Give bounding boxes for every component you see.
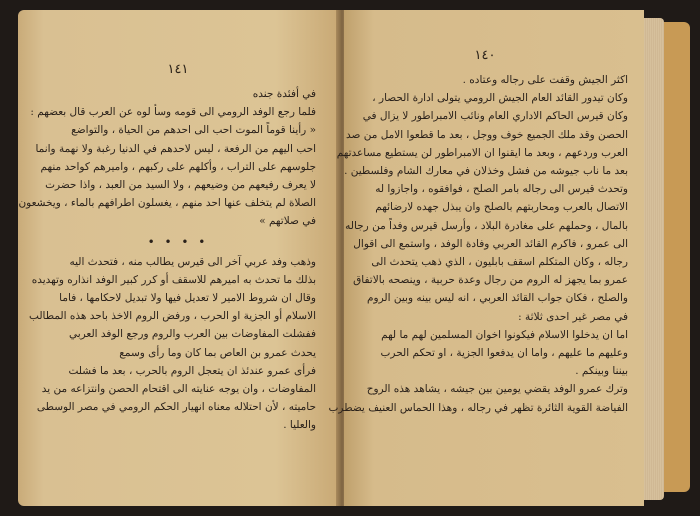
open-book: [10, 10, 690, 506]
text-line: المفاوضات ، وان يوجه عنايته الى اقتحام الحصن وانتزاعه من يد: [41, 383, 316, 396]
text-line: اما ان يدخلوا الاسلام فيكونوا اخوان المسلمين لهم ما لهم: [381, 328, 628, 341]
text-line: الصلاة لم يتخلف عنها احد منهم ، يغسلون اطرافهم بالماء ، ويخشعون: [18, 197, 316, 210]
text-line: « رأينا قوماً الموت احب الى احدهم من الحياة ، والتواضع: [71, 124, 316, 137]
text-line: في أفئدة جنده: [252, 88, 316, 100]
text-line: اكثر الجيش وقفت على رجاله وعتاده .: [462, 74, 628, 86]
text-line: وعليهم ما عليهم ، واما ان يدفعوا الجزية ، او تحكم الحرب: [380, 347, 628, 360]
text-line: في مصر غير احدى ثلاثة :: [518, 310, 628, 323]
text-line: الفياضة القوية الثائرة تظهر في رجاله ، وهذا الحماس العنيف يضطرب: [328, 401, 628, 414]
text-line: وترك عمرو الوفد يقضي يومين بين جيشه ، يشاهد هذه الروح: [366, 383, 628, 396]
text-line: يحدث عمرو بن العاص بما كان وما رأى وسمع: [119, 346, 316, 359]
text-line: الاسلام أو الجزية او الحرب ، ورفض الروم الاخذ باحد هذه المطالب: [29, 310, 316, 323]
text-line: جلوسهم على التراب ، وأكلهم على ركبهم ، واميرهم كواحد منهم: [40, 160, 316, 173]
text-line: في صلاتهم »: [259, 215, 316, 228]
text-line: عمرو بما يجهز له الروم من رجال وعدة حربية ، وينصحه بالاتفاق: [353, 274, 628, 287]
text-line: الحصن وقد ملك الجميع خوف ووجل ، بعد ما قطعوا الامل من صد: [346, 128, 628, 141]
text-line: بيننا وبينكم .: [575, 365, 628, 378]
text-line: وذهب وفد عربي آخر الى قيرس يطالب منه ، فتحدث اليه: [69, 255, 316, 268]
page-number: ١٤٠: [474, 48, 496, 63]
text-line: العرب وردعهم ، وبعد ما ايقنوا ان الامبراطور لن يستطيع مساعدتهم: [336, 146, 628, 159]
text-line: لا يعرف رفيعهم من وضيعهم ، ولا السيد من العبد ، واذا حضرت: [45, 179, 316, 192]
text-line: وكان تيدور القائد العام الجيش الرومي يتولى ادارة الحصار ،: [372, 92, 628, 105]
text-line: بالمال ، وحملهم على مغادرة البلاد ، وأرسل قيرس وفداً من رجاله: [345, 219, 628, 232]
text-line: فرأى عمرو عندئذ ان يتعجل الروم بالحرب ، بعد ما فشلت: [68, 364, 316, 377]
text-line: احب اليهم من الرفعة ، ليس لاحدهم في الدنيا رغبة ولا نهمة وانما: [35, 142, 316, 155]
text-line: رجاله ، وكان المتكلم اسقف بابليون ، الذي ذهب يتحدث الى: [371, 256, 628, 269]
left-page: [18, 10, 340, 506]
text-line: حاميته ، لأن احتلاله معناه انهيار الحكم الرومي في مصر الوسطى: [36, 401, 316, 414]
text-line: الاتصال بالعرب ومحاربتهم بالصلح وان يبذل جهده لارضائهم: [375, 201, 628, 214]
text-line: وقال ان شروط الامير لا تعديل فيها ولا تبديل لاحكامها ، فاما: [59, 292, 316, 305]
text-line: فلما رجع الوفد الرومي الى قومه وسأ لوه عن العرب قال بعضهم :: [30, 106, 316, 119]
text-line: بذلك ما تحدث به اميرهم للاسقف أو كرر كبير الوفد انذاره وتهديده: [31, 273, 316, 286]
text-line: وكان قيرس الحاكم الاداري العام ونائب الامبراطور لا يزال في: [362, 110, 628, 123]
text-line: والعليا .: [283, 419, 316, 432]
text-line: بعد ما ناب جيوشه من فشل وخذلان في معارك الشام وفلسطين .: [344, 165, 628, 178]
page-edges: [644, 18, 664, 500]
text-line: ففشلت المفاوضات بين العرب والروم ورجع الوفد العربي: [68, 328, 316, 341]
page-number: ١٤١: [167, 62, 189, 77]
section-separator: • • • •: [147, 234, 209, 249]
text-line: والصلح ، فكان جواب القائد العربي ، انه ليس بينه وبين الروم: [367, 292, 628, 305]
right-page: [328, 10, 644, 506]
text-line: الى عمرو ، فاكرم القائد العربي وفادة الوفد ، واستمع الى اقوال: [353, 237, 628, 250]
text-line: وتحدث قيرس الى رجاله بامر الصلح ، فوافقوه ، واجازوا له: [375, 183, 628, 196]
